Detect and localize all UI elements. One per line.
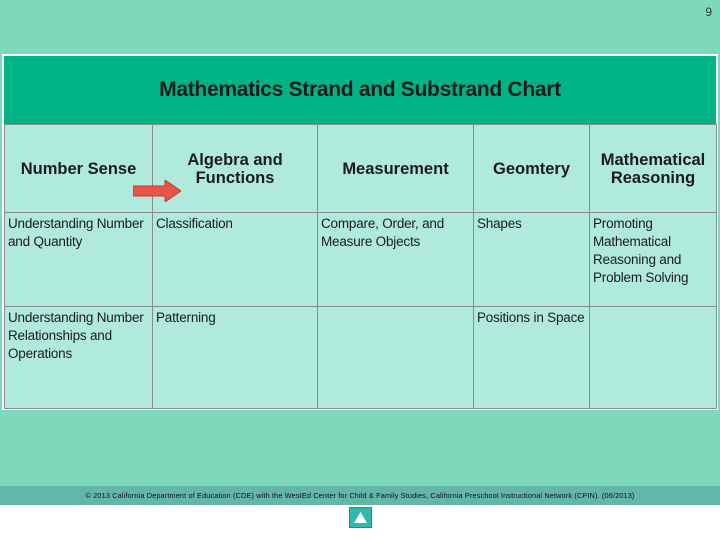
table-row — [5, 213, 717, 307]
strand-chart — [2, 54, 718, 410]
header-number-sense: Number Sense — [5, 125, 153, 213]
table-cell: Shapes — [474, 213, 590, 307]
table-cell: Understanding Number Relationships and Operations — [5, 307, 153, 409]
strand-table — [4, 124, 717, 409]
table-cell — [590, 307, 717, 409]
table-row — [5, 307, 717, 409]
table-header-row — [5, 125, 717, 213]
table-cell: Positions in Space — [474, 307, 590, 409]
slide-number: 9 — [705, 5, 712, 19]
header-geometry: Geomtery — [474, 125, 590, 213]
right-arrow-icon — [133, 180, 181, 202]
triangle-up-icon — [353, 511, 368, 524]
chart-title: Mathematics Strand and Substrand Chart — [159, 78, 561, 101]
header-mathematical-reasoning: Mathematical Reasoning — [590, 125, 717, 213]
table-cell — [318, 307, 474, 409]
chart-title-bar — [4, 56, 716, 124]
footer — [0, 486, 720, 505]
table-cell: Compare, Order, and Measure Objects — [318, 213, 474, 307]
table-cell: Understanding Number and Quantity — [5, 213, 153, 307]
header-algebra-functions: Algebra and Functions — [153, 125, 318, 213]
table-cell: Classification — [153, 213, 318, 307]
copyright-text: © 2013 California Department of Education (CDE) with the WestEd Center for Child & Family Studies, California Preschool Instructional Network (CPIN). (06/2013) — [85, 491, 635, 500]
table-cell: Patterning — [153, 307, 318, 409]
header-measurement: Measurement — [318, 125, 474, 213]
table-cell: Promoting Mathematical Reasoning and Problem Solving — [590, 213, 717, 307]
home-button[interactable] — [349, 507, 372, 528]
